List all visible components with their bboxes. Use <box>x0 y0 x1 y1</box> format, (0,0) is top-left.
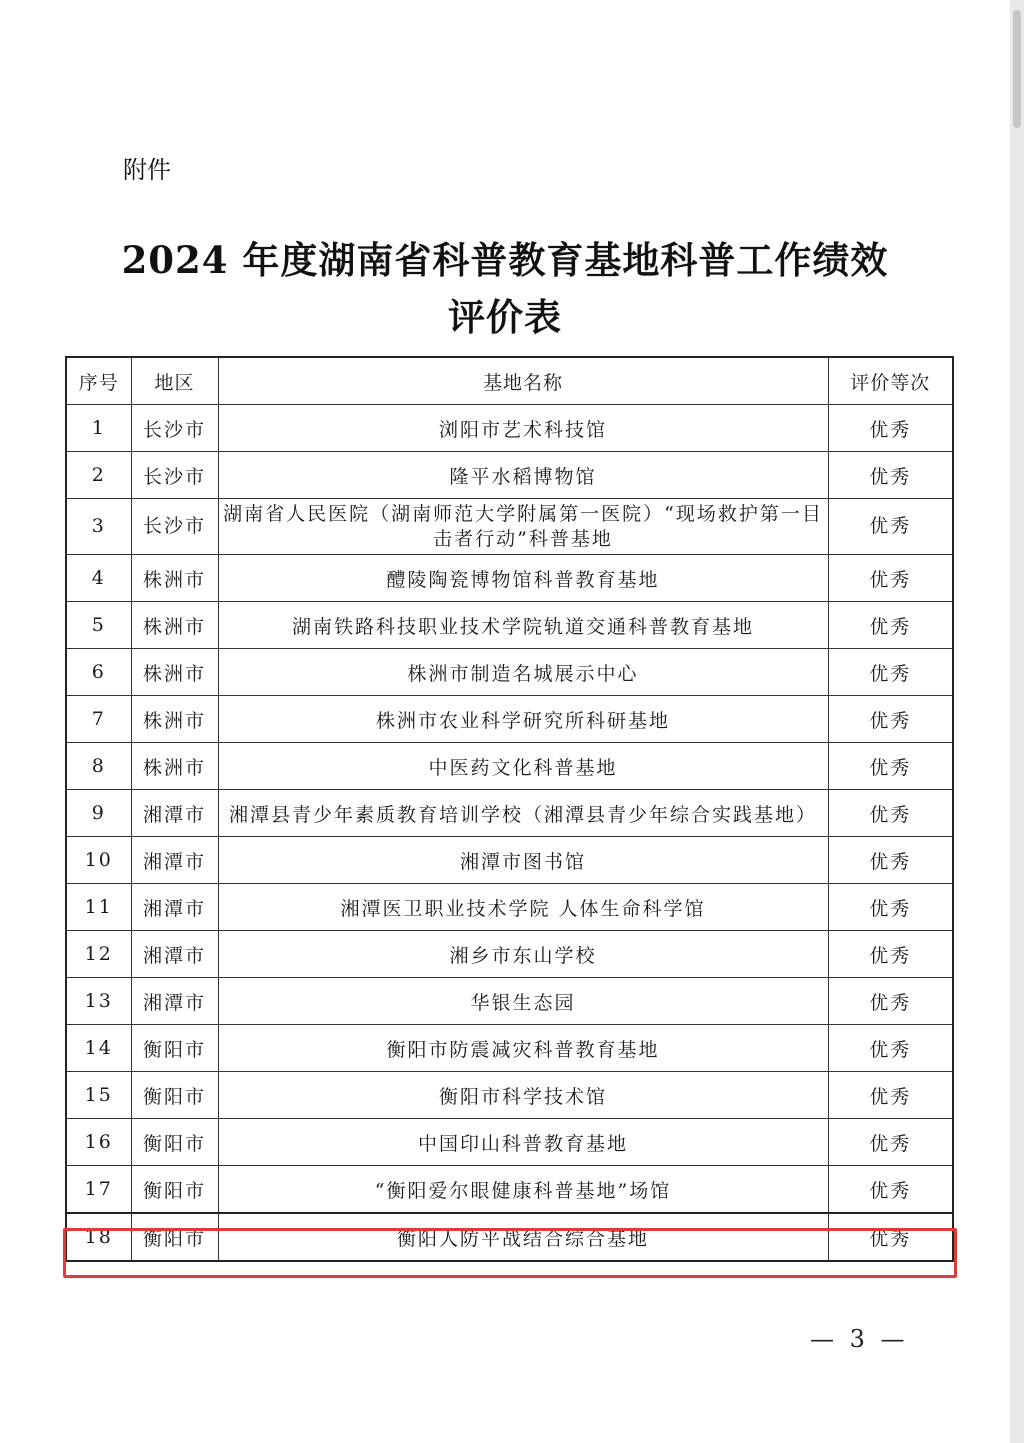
table-row <box>66 931 953 978</box>
cell-name: 衡阳人防平战结合综合基地 <box>218 1213 828 1261</box>
cell-no: 6 <box>66 649 131 696</box>
cell-name: 浏阳市艺术科技馆 <box>218 405 828 452</box>
table-row <box>66 1119 953 1166</box>
cell-region: 株洲市 <box>131 696 218 743</box>
table-row <box>66 555 953 602</box>
cell-no: 15 <box>66 1072 131 1119</box>
table-row <box>66 452 953 499</box>
cell-region: 衡阳市 <box>131 1166 218 1214</box>
header-region: 地区 <box>131 357 218 405</box>
cell-region: 湘潭市 <box>131 931 218 978</box>
page-number: — 3 — <box>810 1325 909 1353</box>
cell-no: 3 <box>66 499 131 555</box>
table-row <box>66 1166 953 1214</box>
cell-name: 中国印山科普教育基地 <box>218 1119 828 1166</box>
table-row <box>66 1025 953 1072</box>
cell-name: “衡阳爱尔眼健康科普基地”场馆 <box>218 1166 828 1214</box>
page-title: 2024 年度湖南省科普教育基地科普工作绩效 <box>121 238 889 282</box>
cell-grade: 优秀 <box>828 884 953 931</box>
cell-region: 湘潭市 <box>131 790 218 837</box>
cell-no: 8 <box>66 743 131 790</box>
table-row <box>66 743 953 790</box>
cell-name: 隆平水稻博物馆 <box>218 452 828 499</box>
table-row <box>66 602 953 649</box>
cell-grade: 优秀 <box>828 555 953 602</box>
cell-region: 株洲市 <box>131 555 218 602</box>
cell-region: 衡阳市 <box>131 1072 218 1119</box>
evaluation-table <box>65 356 954 1262</box>
table-row-highlighted <box>66 1213 953 1261</box>
cell-name: 湘潭市图书馆 <box>218 837 828 884</box>
cell-no: 14 <box>66 1025 131 1072</box>
cell-region: 湘潭市 <box>131 884 218 931</box>
cell-name: 株洲市农业科学研究所科研基地 <box>218 696 828 743</box>
cell-grade: 优秀 <box>828 1072 953 1119</box>
cell-grade: 优秀 <box>828 1025 953 1072</box>
cell-region: 株洲市 <box>131 602 218 649</box>
cell-grade: 优秀 <box>828 743 953 790</box>
cell-grade: 优秀 <box>828 602 953 649</box>
header-no: 序号 <box>66 357 131 405</box>
cell-region: 长沙市 <box>131 405 218 452</box>
table-header-row <box>66 357 953 405</box>
cell-grade: 优秀 <box>828 499 953 555</box>
scrollbar-thumb[interactable] <box>1013 10 1021 128</box>
header-name: 基地名称 <box>218 357 828 405</box>
cell-no: 2 <box>66 452 131 499</box>
cell-name: 衡阳市防震减灾科普教育基地 <box>218 1025 828 1072</box>
table-row <box>66 499 953 555</box>
attachment-label: 附件 <box>123 156 171 184</box>
cell-no: 17 <box>66 1166 131 1214</box>
page-title-line2: 评价表 <box>448 295 562 339</box>
cell-name: 衡阳市科学技术馆 <box>218 1072 828 1119</box>
table-row <box>66 790 953 837</box>
cell-no: 16 <box>66 1119 131 1166</box>
cell-name: 华银生态园 <box>218 978 828 1025</box>
cell-grade: 优秀 <box>828 1166 953 1214</box>
cell-no: 18 <box>66 1213 131 1261</box>
scrollbar-track[interactable] <box>1010 0 1024 1443</box>
cell-grade: 优秀 <box>828 1119 953 1166</box>
cell-grade: 优秀 <box>828 405 953 452</box>
cell-name: 湖南省人民医院（湖南师范大学附属第一医院）“现场救护第一目击者行动”科普基地 <box>218 499 828 555</box>
table-row <box>66 978 953 1025</box>
cell-grade: 优秀 <box>828 790 953 837</box>
cell-grade: 优秀 <box>828 978 953 1025</box>
cell-region: 湘潭市 <box>131 837 218 884</box>
cell-grade: 优秀 <box>828 649 953 696</box>
cell-no: 12 <box>66 931 131 978</box>
cell-name: 中医药文化科普基地 <box>218 743 828 790</box>
cell-region: 株洲市 <box>131 649 218 696</box>
cell-no: 1 <box>66 405 131 452</box>
cell-region: 衡阳市 <box>131 1213 218 1261</box>
cell-name: 湖南铁路科技职业技术学院轨道交通科普教育基地 <box>218 602 828 649</box>
cell-no: 5 <box>66 602 131 649</box>
table-row <box>66 649 953 696</box>
table-row <box>66 696 953 743</box>
cell-region: 长沙市 <box>131 499 218 555</box>
cell-grade: 优秀 <box>828 696 953 743</box>
cell-name: 株洲市制造名城展示中心 <box>218 649 828 696</box>
header-grade: 评价等次 <box>828 357 953 405</box>
cell-region: 株洲市 <box>131 743 218 790</box>
table-row <box>66 1072 953 1119</box>
cell-no: 11 <box>66 884 131 931</box>
cell-region: 长沙市 <box>131 452 218 499</box>
cell-name: 醴陵陶瓷博物馆科普教育基地 <box>218 555 828 602</box>
table-row <box>66 837 953 884</box>
cell-region: 衡阳市 <box>131 1119 218 1166</box>
cell-region: 湘潭市 <box>131 978 218 1025</box>
cell-grade: 优秀 <box>828 931 953 978</box>
cell-name: 湘乡市东山学校 <box>218 931 828 978</box>
cell-region: 衡阳市 <box>131 1025 218 1072</box>
table-row <box>66 405 953 452</box>
cell-grade: 优秀 <box>828 837 953 884</box>
cell-no: 9 <box>66 790 131 837</box>
table-row <box>66 884 953 931</box>
cell-no: 13 <box>66 978 131 1025</box>
cell-no: 4 <box>66 555 131 602</box>
cell-no: 10 <box>66 837 131 884</box>
cell-grade: 优秀 <box>828 452 953 499</box>
cell-name: 湘潭县青少年素质教育培训学校（湘潭县青少年综合实践基地） <box>218 790 828 837</box>
cell-no: 7 <box>66 696 131 743</box>
cell-name: 湘潭医卫职业技术学院 人体生命科学馆 <box>218 884 828 931</box>
cell-grade: 优秀 <box>828 1213 953 1261</box>
